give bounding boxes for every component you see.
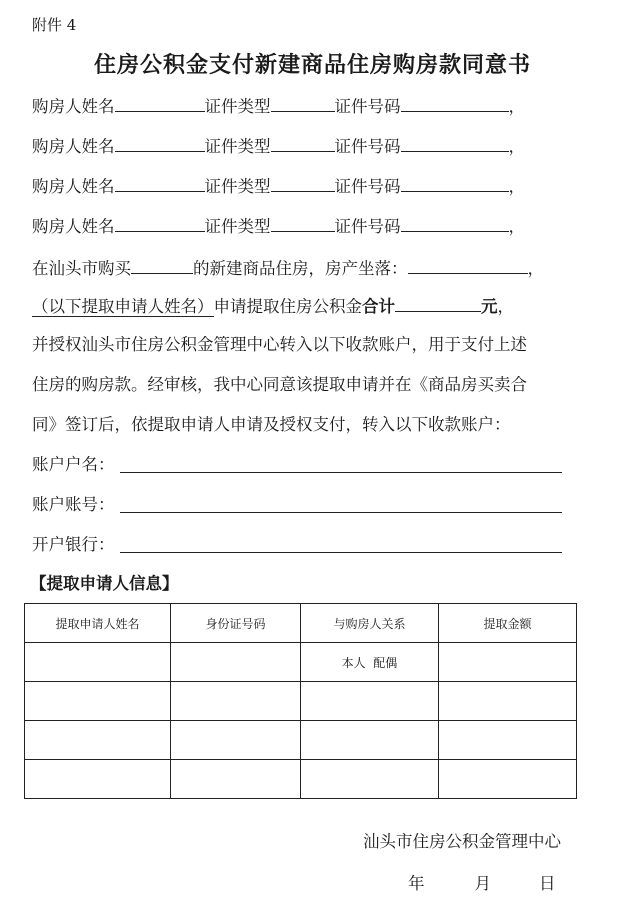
district-blank[interactable] [131,256,193,274]
row-end-punct: ， [508,97,525,116]
row-end-punct: ， [508,217,525,236]
total-label: 合计 [362,297,395,316]
buyer-name-label: 购房人姓名 [32,177,115,196]
yuan-end: ， [497,297,514,316]
date-line [408,870,556,894]
property-location-blank[interactable] [408,256,528,274]
table-row [25,643,577,682]
account-number-field[interactable] [120,512,562,513]
account-name-field[interactable] [120,472,562,473]
id-number-label: 证件号码 [334,137,401,156]
buyer-name-label: 购房人姓名 [32,97,115,116]
buyer-name-blank[interactable] [115,94,205,112]
table-cell[interactable] [171,721,301,760]
applicant-name-placeholder[interactable]: （以下提取申请人姓名） [32,297,214,316]
table-cell[interactable] [301,760,439,799]
amount-blank[interactable] [395,294,481,312]
table-cell[interactable] [301,721,439,760]
applicant-info-table [24,603,577,799]
id-type-blank[interactable] [271,134,335,152]
table-cell[interactable] [171,682,301,721]
id-number-label: 证件号码 [334,97,401,116]
table-cell[interactable] [25,643,171,682]
id-type-label: 证件类型 [204,137,271,156]
buyer-name-label: 购房人姓名 [32,137,115,156]
id-number-label: 证件号码 [334,217,401,236]
bank-field[interactable] [120,552,562,553]
id-type-label: 证件类型 [204,217,271,236]
applicant-mid: 申请提取住房公积金 [213,297,362,316]
table-cell[interactable] [301,682,439,721]
account-name-label: 账户户名： [32,455,115,474]
id-number-blank[interactable] [401,94,509,112]
bank-label: 开户银行： [32,535,115,554]
row-end-punct: ， [508,137,525,156]
buyer-name-blank[interactable] [115,174,205,192]
table-cell[interactable] [171,643,301,682]
purchase-prefix: 在汕头市购买 [32,259,131,278]
table-cell[interactable] [25,682,171,721]
buyer-name-blank[interactable] [115,134,205,152]
purchase-line [32,256,544,280]
buyer-row [32,214,525,238]
id-number-blank[interactable] [401,134,509,152]
buyer-row [32,94,525,118]
table-cell[interactable] [439,760,577,799]
id-number-blank[interactable] [401,214,509,232]
applicant-info-heading: 【提取申请人信息】 [30,574,179,593]
purchase-mid: 的新建商品住房，房产坐落： [193,259,408,278]
account-number-label: 账户账号： [32,495,115,514]
paragraph-line: 并授权汕头市住房公积金管理中心转入以下收款账户，用于支付上述 [32,335,527,354]
id-number-blank[interactable] [401,174,509,192]
paragraph-line: 住房的购房款。经审核，我中心同意该提取申请并在《商品房买卖合 [32,375,527,394]
page-title: 住房公积金支付新建商品住房购房款同意书 [93,53,531,78]
id-type-blank[interactable] [271,174,335,192]
day-label: 日 [539,874,556,893]
table-header-row [25,604,577,643]
table-row [25,721,577,760]
table-row [25,682,577,721]
issuing-organization: 汕头市住房公积金管理中心 [363,832,561,851]
buyer-row [32,134,525,158]
buyer-name-blank[interactable] [115,214,205,232]
buyer-row [32,174,525,198]
row-end-punct: ， [508,177,525,196]
table-cell[interactable] [171,760,301,799]
col-relationship: 与购房人关系 [301,604,439,643]
id-number-label: 证件号码 [334,177,401,196]
buyer-name-label: 购房人姓名 [32,217,115,236]
table-cell[interactable] [25,760,171,799]
applicant-line [32,294,514,318]
id-type-label: 证件类型 [204,177,271,196]
col-amount: 提取金额 [439,604,577,643]
table-row [25,760,577,799]
month-label: 月 [474,874,491,893]
yuan-label: 元 [481,297,498,316]
table-cell[interactable] [439,682,577,721]
paragraph-line: 同》签订后，依提取申请人申请及授权支付，转入以下收款账户： [32,415,511,434]
table-cell[interactable] [439,643,577,682]
col-id-number: 身份证号码 [171,604,301,643]
relationship-options-cell[interactable]: 本人 配偶 [301,643,439,682]
year-label: 年 [408,874,425,893]
purchase-end: ， [527,259,544,278]
attachment-label: 附件 4 [32,16,77,34]
table-cell[interactable] [25,721,171,760]
id-type-label: 证件类型 [204,97,271,116]
table-cell[interactable] [439,721,577,760]
col-applicant-name: 提取申请人姓名 [25,604,171,643]
id-type-blank[interactable] [271,214,335,232]
id-type-blank[interactable] [271,94,335,112]
